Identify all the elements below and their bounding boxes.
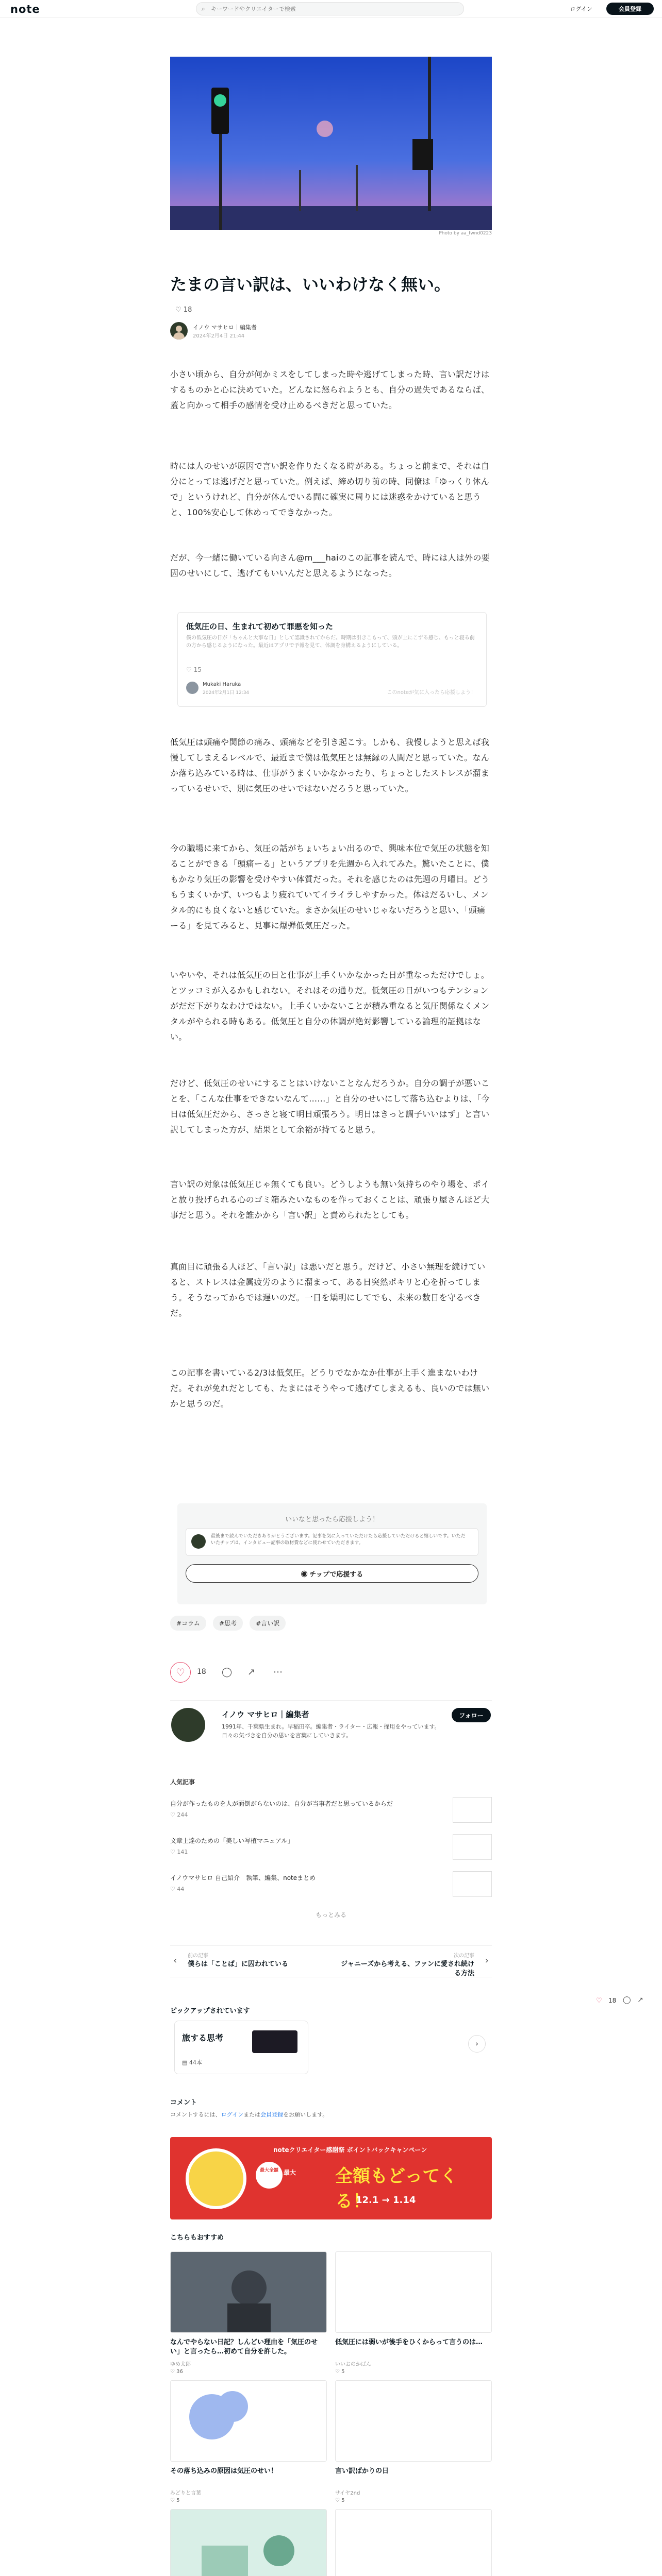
popular-thumbnail[interactable] (453, 1834, 492, 1860)
embed-author: Mukaki Haruka (203, 682, 241, 687)
banner-lead: 最大 (284, 2169, 296, 2176)
card-thumbnail[interactable] (170, 2509, 327, 2576)
tip-message: 最後まで読んでいただきありがとうございます。記事を気に入っていただけたら応援していただけると嬉しいです。いただいたチップは、インタビュー記事の取材費などに使わせていただきます。 (211, 1534, 466, 1546)
card-thumbnail[interactable] (170, 2251, 327, 2333)
recommend-heading: こちらもおすすめ (170, 2234, 224, 2242)
card-thumbnail[interactable] (335, 2380, 492, 2462)
card-author[interactable]: サイヤ2nd (335, 2490, 360, 2496)
popular-item[interactable] (170, 1871, 492, 1899)
embed-cta: このnoteが気に入ったら応援しよう！ (387, 690, 476, 696)
popular-likes: ♡ 141 (170, 1849, 188, 1855)
creator-bio: 1991年、千葉県生まれ。早稲田卒。編集者・ライター・広報・採用をやっています。日々の気づきを自分の思いを言葉にしていきます。 (222, 1723, 440, 1739)
tag[interactable]: #コラム (170, 1616, 206, 1631)
search-input[interactable] (211, 4, 453, 13)
creator-name[interactable]: イノウ マサヒロ｜編集者 (222, 1710, 309, 1719)
next-article[interactable] (340, 1951, 474, 1978)
publish-date: 2024年2月4日 21:44 (193, 333, 245, 339)
banner-subtitle: noteクリエイター感謝祭 ポイントバックキャンペーン (273, 2146, 427, 2154)
card-author[interactable]: いいおのかばん (335, 2362, 371, 2367)
paragraph: 低気圧は頭痛や関節の痛み、頭痛などを引き起こす。しかも、我慢しようと思えば我慢してしまえるレベルで、最近まで僕は低気圧とは無縁の人間だと思っていた。なんか落ち込みている時は、仕事がうまくいかなかったり、ちょっとしたストレスが溜まっているせいで、別に気圧のせいではないだろうと思っていた。 (170, 737, 490, 793)
popular-title[interactable]: 自分が作ったものを人が面倒がらないのは、自分が当事者だと思っているからだ (170, 1800, 393, 1807)
tag[interactable]: #言い訳 (250, 1616, 286, 1631)
popular-title[interactable]: 文章上達のための「美しい写植マニュアル」 (170, 1837, 294, 1844)
action-bar (170, 1662, 492, 1683)
comments-notice: コメントするには、ログインまたは会員登録をお願いします。 (170, 2111, 328, 2118)
magazine-card[interactable] (174, 2021, 308, 2074)
campaign-banner[interactable] (170, 2137, 492, 2219)
next-label: 次の記事 (454, 1953, 474, 1959)
site-header (0, 0, 662, 18)
popular-item[interactable] (170, 1834, 492, 1862)
tag-list (170, 1616, 290, 1631)
card-title[interactable]: その落ち込みの原因は気圧のせい！ (170, 2467, 278, 2475)
pickup-heading: ピックアップされています (170, 2007, 250, 2015)
paragraph: 小さい頃から、自分が何かミスをしてしまった時や逃げてしまった時、言い訳だけはするものかと心に決めていた。どんなに怒られようとも、自分の過失であるならば、蓋と向かって相手の感情を受け止めるべきだと思っていた。 (170, 369, 490, 410)
login-button[interactable]: ログイン (563, 3, 599, 14)
paragraph: だけど、低気圧のせいにすることはいけないことなんだろうか。自分の調子が悪いことを、「こんな仕事をできないなんて……」と自分のせいにして落ち込むよりは、「今日は低気圧だから、さっさと寝て明日頑張ろう。明日はきっと調子いいはず」と言い訳してしまった方が、結果として余裕が持てると思う。 (170, 1078, 490, 1134)
article-likes[interactable] (175, 306, 192, 314)
tip-message-card (186, 1528, 478, 1556)
chevron-right-icon[interactable]: › (468, 2035, 486, 2053)
floating-like-count: 18 (608, 1997, 617, 2004)
prev-title[interactable]: 僕らは「ことば」に囚われている (188, 1960, 289, 1968)
floating-comment-icon[interactable]: ◯ (623, 1996, 631, 2004)
author-name[interactable]: イノウ マサヒロ｜編集者 (193, 324, 257, 331)
popular-item[interactable] (170, 1797, 492, 1825)
magazine-title: 旅する思考 (182, 2033, 224, 2043)
paragraph: いやいや、それは低気圧の日と仕事が上手くいかなかった日が重なっただけでしょ。とツッコミが入るかもしれない。それはその通りだ。低気圧の日がいつもテンションがだだ下がりなわけではない。上手くいかないことが積み重なると気圧関係なくメンタルがやられる時もある。低気圧と自分の体調が絶対影響している論理的証拠はない。 (170, 970, 490, 1042)
chevron-left-icon[interactable]: ‹ (173, 1955, 177, 1966)
follow-button[interactable]: フォロー (452, 1708, 491, 1722)
card-author[interactable]: ゆめ太郎 (170, 2362, 191, 2367)
popular-thumbnail[interactable] (453, 1871, 492, 1897)
embed-excerpt: 僕の低気圧の日が「ちゃんと大事な日」として認識されてからだ。時期は引きこもって、頭が上にこずる感じ、もっと寝る前の方から感じるようになった。最近はアプリで予報を見て、体調を身構えるようにしている。 (186, 635, 475, 649)
like-button[interactable]: ♡ (170, 1662, 191, 1683)
avatar[interactable] (171, 1708, 205, 1742)
creator-profile (170, 1700, 492, 1757)
comments-heading: コメント (170, 2099, 197, 2107)
embed-likes: ♡ 15 (186, 666, 202, 673)
like-count: 18 (183, 306, 192, 314)
card-likes: ♡ 5 (170, 2498, 180, 2503)
floating-heart-icon[interactable]: ♡ (596, 1997, 602, 2005)
card-author[interactable]: みどりと言葉 (170, 2490, 201, 2496)
tip-button[interactable]: ◉ チップで応援する (186, 1564, 478, 1583)
paragraph: だが、今一緒に働いている向さん@m___haiのこの記事を読んで、時には人は外の要因のせいにして、逃げてもいいんだと思えるようになった。 (170, 553, 490, 578)
prev-label: 前の記事 (188, 1953, 208, 1959)
share-icon[interactable]: ↗ (247, 1667, 256, 1677)
login-link[interactable]: ログイン (221, 2111, 244, 2118)
embedded-article-card[interactable] (177, 612, 487, 707)
card-title[interactable]: なんでやらない日記？しんどい理由を「気圧のせい」と言ったら…初めて自分を許した。 (170, 2338, 318, 2355)
chevron-right-icon[interactable]: › (485, 1955, 489, 1966)
hero-image (170, 57, 492, 230)
card-title[interactable]: 言い訳ばかりの日 (335, 2467, 389, 2475)
roulette-illustration (186, 2148, 246, 2209)
embed-date: 2024年2月1日 12:34 (203, 690, 250, 696)
tip-heading: いいなと思ったら応援しよう！ (285, 1516, 379, 1523)
search-icon: ⌕ (202, 5, 205, 12)
signup-button[interactable]: 会員登録 (606, 3, 654, 15)
avatar (186, 682, 198, 694)
card-thumbnail[interactable] (170, 2380, 327, 2462)
search-box[interactable] (196, 2, 464, 15)
author-block[interactable] (170, 322, 376, 341)
like-count: 18 (197, 1668, 206, 1676)
more-link[interactable]: もっとみる (315, 1911, 346, 1919)
avatar (191, 1534, 206, 1549)
magazine-count: ▤ 44本 (182, 2059, 202, 2066)
avatar[interactable] (170, 322, 188, 340)
embed-title: 低気圧の日、生まれて初めて罪悪を知った (186, 622, 334, 631)
more-icon[interactable]: ⋯ (273, 1667, 283, 1677)
floating-share-icon[interactable]: ↗ (637, 1996, 643, 2004)
paragraph: この記事を書いている2/3は低気圧。どうりでなかなか仕事が上手く進まないわけだ。それが免れだとしても、たまにはそうやって逃げてしまえるも、良いのでは無いかと思うのだ。 (170, 1368, 490, 1409)
popular-likes: ♡ 244 (170, 1811, 188, 1818)
photo-credit: Photo by aa_fwnd0223 (439, 231, 492, 236)
card-thumbnail[interactable] (335, 2251, 492, 2333)
popular-likes: ♡ 44 (170, 1886, 185, 1892)
banner-main: 全額もどってくる！ (335, 2166, 458, 2212)
heart-icon: ♡ (175, 306, 181, 314)
card-likes: ♡ 5 (335, 2369, 345, 2375)
paragraph: 今の職場に来てから、気圧の話がちょいちょい出るので、興味本位で気圧の状態を知ることができる「頭痛ーる」というアプリを先週から入れてみた。驚いたことに、僕もかなり気圧の影響を受けやすい体質だった。それを感じたのは先週の月曜日。どうもうまくいかず、いつもより疲れていてイライラしやすかった。体はだるいし、メンタル的にも良くないと感じていた。まさか気圧のせいじゃないだろうと思い、「頭痛ーる」を見てみると、見事に爆弾低気圧だった。 (170, 843, 490, 930)
tip-box (177, 1503, 487, 1604)
paragraph: 真面目に頑張る人ほど、「言い訳」は悪いだと思う。だけど、小さい無理を続けていると、ストレスは金属疲労のように溜まって、ある日突然ポキリと心を折ってしまう。そうなってからでは遅いのだ。一日を矯明にしてでも、未来の数日を守るべきだ。 (170, 1262, 486, 1318)
card-title[interactable]: 低気圧には弱いが後手をひくからって言うのは… (335, 2338, 483, 2346)
card-likes: ♡ 36 (170, 2369, 183, 2375)
prev-article[interactable] (188, 1951, 322, 1969)
paragraph: 時には人のせいが原因で言い訳を作りたくなる時がある。ちょっと前まで、それは自分にとっては逃げだと思っていた。例えば、締め切り前の時、同僚は「ゆっくり休んで」というけれど、自分が休んでいる間に確実に周りには迷惑をかけていると思うと、100%安心して休めってできなかった。 (170, 461, 490, 517)
next-title[interactable]: ジャニーズから考える、ファンに愛され続ける方法 (341, 1960, 474, 1977)
signup-link[interactable]: 会員登録 (260, 2111, 284, 2118)
magazine-thumbnail (252, 2030, 297, 2053)
paragraph: 言い訳の対象は低気圧じゃ無くても良い。どうしようも無い気持ちのやり場を、ポイと放り投げられる心のゴミ箱みたいなものを作っておくことは、頑張り屋さんほど大事だと思う。それを誰かから「言い訳」と責められたとしても。 (170, 1179, 490, 1220)
banner-dates: 12.1 → 1.14 (356, 2195, 416, 2206)
popular-title[interactable]: イノウマサヒロ 自己紹介 執筆、編集、noteまとめ (170, 1874, 316, 1882)
tag[interactable]: #思考 (213, 1616, 243, 1631)
popular-thumbnail[interactable] (453, 1797, 492, 1823)
comment-icon[interactable]: ◯ (222, 1667, 233, 1677)
note-logo[interactable]: note (10, 3, 40, 15)
card-likes: ♡ 5 (335, 2498, 345, 2503)
card-thumbnail[interactable] (335, 2509, 492, 2576)
popular-heading: 人気記事 (170, 1778, 195, 1786)
campaign-badge: 最大全額 (256, 2162, 283, 2189)
prev-next-nav (170, 1945, 492, 1977)
article-title: たまの言い訳は、いいわけなく無い。 (170, 275, 451, 294)
